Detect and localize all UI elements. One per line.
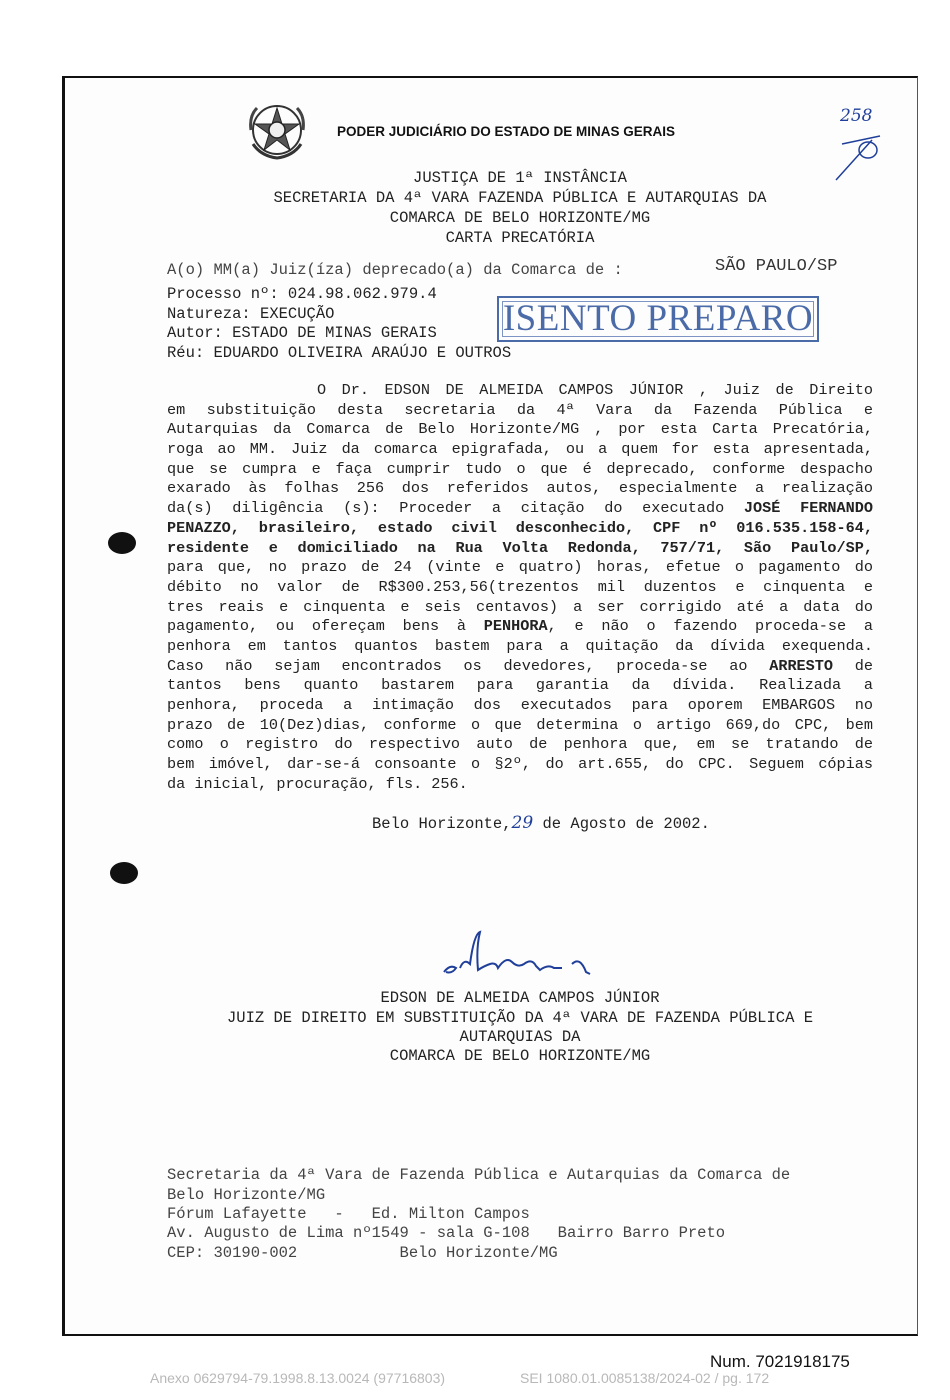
address-line: CEP: 30190-002 Belo Horizonte/MG (167, 1244, 558, 1262)
body-line: bem imóvel, dar-se-á consoante o §2º, do art.655, do CPC. Seguem cópias (167, 755, 873, 774)
body-line: prazo de 10(Dez)dias, conforme o que determina o artigo 669,do CPC, bem (167, 715, 873, 734)
title-line-instancia: JUSTIÇA DE 1ª INSTÂNCIA (413, 169, 627, 187)
punch-hole-mark (108, 532, 136, 554)
addressee-place: SÃO PAULO/SP (715, 257, 838, 276)
penhora-keyword: PENHORA (483, 617, 548, 636)
body-line: tres reais e cinquenta e seis centavos) a ser corrigido até a data do (167, 597, 873, 616)
body-line-text: de (854, 656, 873, 675)
body-line-text: Caso não sejam encontrados os devedores, proceda-se ao (167, 656, 748, 675)
title-line-secretaria: SECRETARIA DA 4ª VARA FAZENDA PÚBLICA E AUTARQUIAS DA (273, 189, 767, 207)
body-line: exarado às folhas 256 dos referidos autos, especialmente a realização (167, 479, 873, 498)
body-line: em substituição desta secretaria da 4ª Vara da Fazenda Pública e (167, 400, 873, 419)
arresto-keyword: ARRESTO (769, 656, 834, 675)
reu-field: Réu: EDUARDO OLIVEIRA ARAÚJO E OUTROS (167, 344, 512, 362)
punch-hole-mark (110, 862, 138, 884)
address-line: Belo Horizonte/MG (167, 1186, 326, 1204)
executado-details: PENAZZO, brasileiro, estado civil desconhecido, CPF nº 016.535.158-64, (167, 518, 873, 537)
signer-role-line2: AUTARQUIAS DA (459, 1028, 581, 1046)
signer-role-line3: COMARCA DE BELO HORIZONTE/MG (389, 1047, 651, 1065)
body-line (167, 617, 873, 637)
address-line: Fórum Lafayette - Ed. Milton Campos (167, 1205, 530, 1223)
institution-header: PODER JUDICIÁRIO DO ESTADO DE MINAS GERAIS (337, 124, 676, 139)
body-line: que se cumpra e faça cumprir tudo o que é deprecado, conforme despacho (167, 459, 873, 478)
isento-preparo-stamp: ISENTO PREPARO (497, 296, 819, 342)
address-line: Av. Augusto de Lima nº1549 - sala G-108 Bairro Barro Preto (167, 1224, 726, 1242)
signer-role-line1: JUIZ DE DIREITO EM SUBSTITUIÇÃO DA 4ª VARA DE FAZENDA PÚBLICA E (227, 1009, 813, 1027)
processo-number: Processo nº: 024.98.062.979.4 (167, 285, 437, 303)
judge-signature (440, 928, 600, 978)
executado-address: residente e domiciliado na Rua Volta Redonda, 757/71, São Paulo/SP, (167, 538, 873, 557)
body-line-text: , e não o fazendo proceda-se a (547, 617, 873, 636)
title-line-comarca: COMARCA DE BELO HORIZONTE/MG (389, 209, 651, 227)
address-line: Secretaria da 4ª Vara de Fazenda Pública e Autarquias da Comarca de (167, 1166, 791, 1184)
date-prefix: Belo Horizonte, (372, 815, 512, 833)
body-line: roga ao MM. Juiz da comarca epigrafada, ou a quem for esta apresentada, (167, 440, 873, 459)
body-line-bold (167, 519, 873, 539)
addressee-line: A(o) MM(a) Juiz(íza) deprecado(a) da Comarca de : (167, 261, 623, 279)
body-line: como o registro do respectivo auto de penhora que, em se tratando de (167, 735, 873, 754)
page-mark-number: 258 (840, 106, 873, 126)
body-line: penhora em tantos quantos bastem para a quitação da dívida exequenda. (167, 636, 873, 655)
body-line: O Dr. EDSON DE ALMEIDA CAMPOS JÚNIOR , Juiz de Direito (317, 381, 873, 399)
body-line: da inicial, procuração, fls. 256. (167, 774, 468, 793)
anexo-watermark: Anexo 0629794-79.1998.8.13.0024 (97716803) (150, 1370, 446, 1386)
body-line-text: da(s) diligência (s): Proceder a citação do executado (167, 499, 725, 518)
body-line (167, 499, 873, 519)
natureza-field: Natureza: EXECUÇÃO (167, 305, 335, 323)
document-number: Num. 7021918175 (710, 1352, 850, 1371)
sei-watermark: SEI 1080.01.0085138/2024-02 / pg. 172 (520, 1370, 770, 1386)
body-line: penhora, proceda a intimação dos executados para oporem EMBARGOS no (167, 696, 873, 714)
date-line (372, 813, 710, 834)
handwritten-page-mark (834, 104, 884, 184)
body-line-bold (167, 539, 873, 559)
signer-name: EDSON DE ALMEIDA CAMPOS JÚNIOR (380, 989, 660, 1007)
autor-field: Autor: ESTADO DE MINAS GERAIS (167, 324, 437, 342)
body-line: tantos bens quanto bastarem para garantia da dívida. Realizada a (167, 676, 873, 695)
body-line: Autarquias da Comarca de Belo Horizonte/MG , por esta Carta Precatória, (167, 420, 873, 439)
title-line-carta-precatoria: CARTA PRECATÓRIA (445, 229, 595, 247)
executado-name: JOSÉ FERNANDO (743, 499, 873, 518)
date-suffix: de Agosto de 2002. (542, 815, 710, 833)
body-line: débito no valor de R$300.253,56(trezentos mil duzentos e cinquenta e (167, 577, 873, 596)
body-line-text: pagamento, ou ofereçam bens à (167, 617, 466, 636)
body-line (167, 657, 873, 677)
body-paragraph (167, 381, 873, 794)
date-day-handwritten: 29 (511, 813, 534, 833)
body-line: para que, no prazo de 24 (vinte e quatro) horas, efetue o pagamento do (167, 558, 873, 577)
coat-of-arms-emblem (247, 100, 307, 160)
